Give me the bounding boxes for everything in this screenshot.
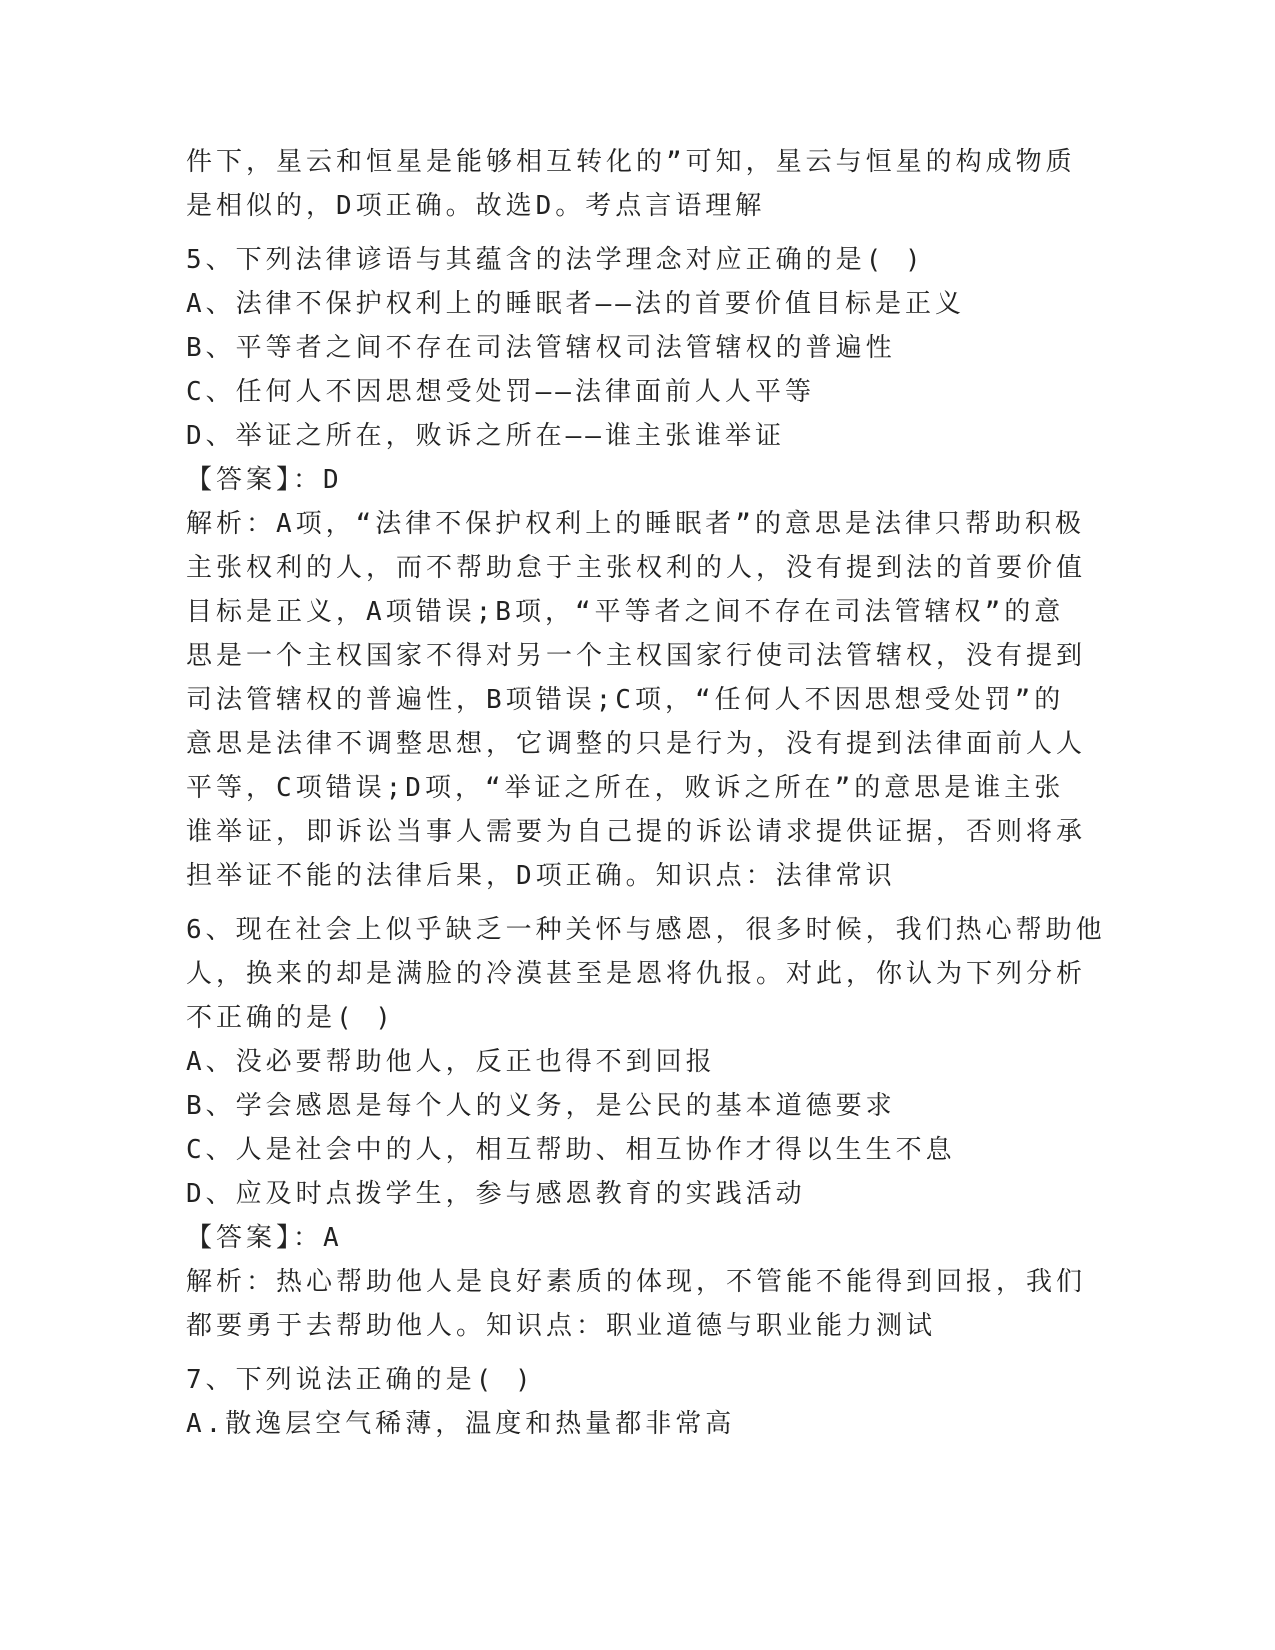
document-page xyxy=(186,140,1106,1446)
question-6 xyxy=(186,908,1106,1348)
analysis-line: 平等，C项错误;D项，“举证之所在，败诉之所在”的意思是谁主张 xyxy=(186,773,1065,803)
option-b: B、学会感恩是每个人的义务，是公民的基本道德要求 xyxy=(186,1091,896,1121)
analysis-line: 意思是法律不调整思想，它调整的只是行为，没有提到法律面前人人 xyxy=(186,729,1087,759)
analysis-line: 司法管辖权的普遍性，B项错误;C项，“任何人不因思想受处罚”的 xyxy=(186,685,1065,715)
analysis-line: 解析：A项，“法律不保护权利上的睡眠者”的意思是法律只帮助积极 xyxy=(186,509,1085,539)
analysis-line: 担举证不能的法律后果，D项正确。知识点：法律常识 xyxy=(186,861,896,891)
text-line: 件下，星云和恒星是能够相互转化的”可知，星云与恒星的构成物质 xyxy=(186,147,1076,177)
question-5 xyxy=(186,238,1086,898)
answer: 【答案】：D xyxy=(186,465,343,495)
option-a: A.散逸层空气稀薄，温度和热量都非常高 xyxy=(186,1409,736,1439)
option-a: A、法律不保护权利上的睡眠者——法的首要价值目标是正义 xyxy=(186,289,965,319)
question-stem: 7、下列说法正确的是( ) xyxy=(186,1365,535,1395)
analysis-line: 思是一个主权国家不得对另一个主权国家行使司法管辖权，没有提到 xyxy=(186,641,1087,671)
option-d: D、举证之所在，败诉之所在——谁主张谁举证 xyxy=(186,421,785,451)
text-line: 是相似的，D项正确。故选D。考点言语理解 xyxy=(186,191,766,221)
option-c: C、人是社会中的人，相互帮助、相互协作才得以生生不息 xyxy=(186,1135,956,1165)
question-stem: 5、下列法律谚语与其蕴含的法学理念对应正确的是( ) xyxy=(186,245,925,275)
question-stem: 不正确的是( ) xyxy=(186,1003,395,1033)
option-a: A、没必要帮助他人，反正也得不到回报 xyxy=(186,1047,716,1077)
question-stem: 6、现在社会上似乎缺乏一种关怀与感恩，很多时候，我们热心帮助他 xyxy=(186,915,1106,945)
analysis-line: 谁举证，即诉讼当事人需要为自己提的诉讼请求提供证据，否则将承 xyxy=(186,817,1087,847)
analysis-line: 都要勇于去帮助他人。知识点：职业道德与职业能力测试 xyxy=(186,1311,937,1341)
q4-analysis-continuation xyxy=(186,140,1086,228)
option-d: D、应及时点拨学生，参与感恩教育的实践活动 xyxy=(186,1179,806,1209)
analysis-line: 主张权利的人，而不帮助怠于主张权利的人，没有提到法的首要价值 xyxy=(186,553,1087,583)
question-stem: 人，换来的却是满脸的冷漠甚至是恩将仇报。对此，你认为下列分析 xyxy=(186,959,1087,989)
question-7 xyxy=(186,1358,1086,1446)
option-c: C、任何人不因思想受处罚——法律面前人人平等 xyxy=(186,377,815,407)
answer: 【答案】：A xyxy=(186,1223,343,1253)
option-b: B、平等者之间不存在司法管辖权司法管辖权的普遍性 xyxy=(186,333,896,363)
analysis-line: 解析：热心帮助他人是良好素质的体现，不管能不能得到回报，我们 xyxy=(186,1267,1087,1297)
analysis-line: 目标是正义，A项错误;B项，“平等者之间不存在司法管辖权”的意 xyxy=(186,597,1065,627)
